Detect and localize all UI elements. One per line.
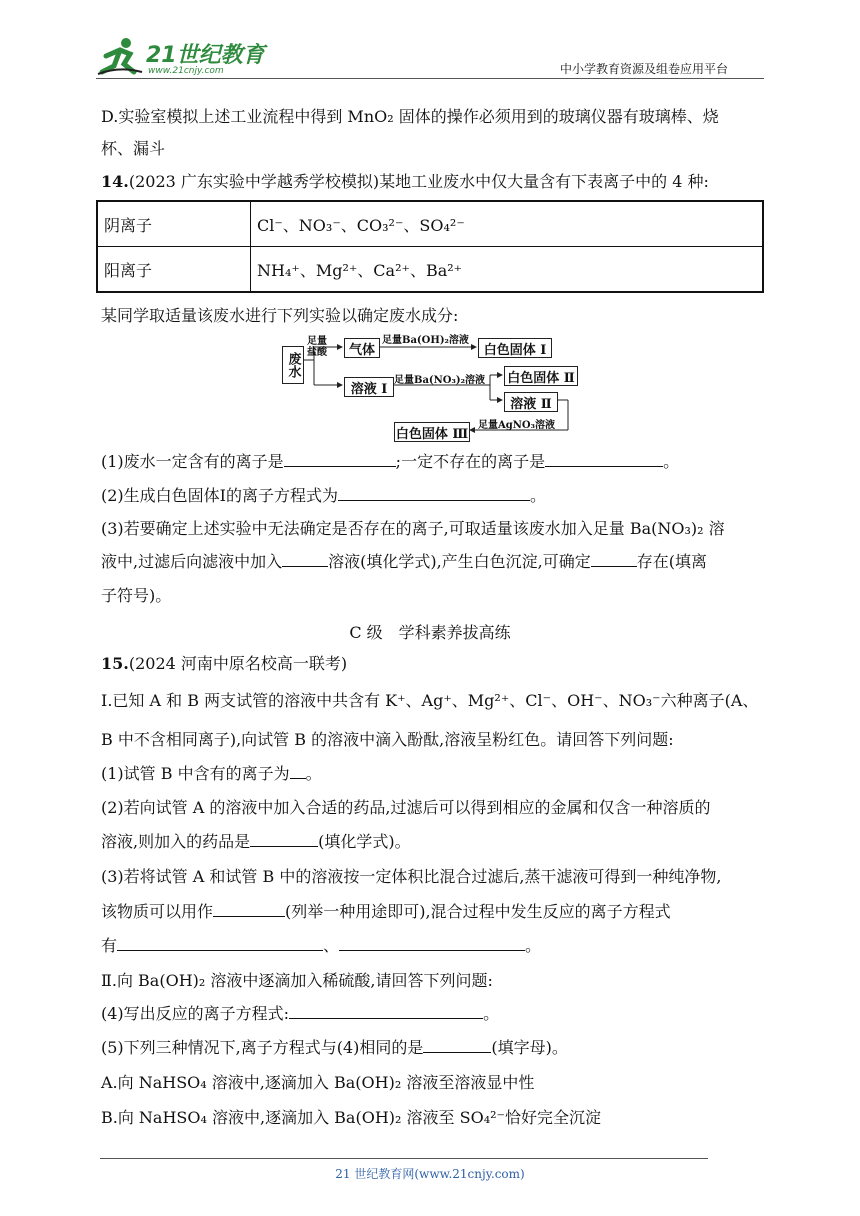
box-gas: 气体 <box>344 338 380 358</box>
q15-sub2-line1: (2)若向试管 A 的溶液中加入合适的药品,过滤后可以得到相应的金属和仅含一种溶质的 <box>101 798 711 817</box>
q14-stem <box>101 171 709 193</box>
answer-blank[interactable] <box>289 1004 483 1019</box>
box-white-solid-1: 白色固体 Ⅰ <box>478 338 552 358</box>
q15-part1-line2: B 中不含相同离子),向试管 B 的溶液中滴入酚酞,溶液呈粉红色。请回答下列问题: <box>101 730 674 749</box>
section-title: C 级 学科素养拔高练 <box>349 623 511 642</box>
q14-sub1: (1)废水一定含有的离子是 ;一定不存在的离子是 。 <box>101 452 680 471</box>
runner-logo-icon <box>96 36 144 78</box>
q15-stem: 15.(2024 河南中原名校高一联考) <box>101 654 348 673</box>
q15-sub3-line2: 该物质可以用作 (列举一种用途即可),混合过程中发生反应的离子方程式 <box>101 902 671 921</box>
q14-stem-text: (2023 广东实验中学越秀学校模拟)某地工业废水中仅大量含有下表离子中的 4 种: <box>128 172 709 191</box>
q15-option-a: A.向 NaHSO₄ 溶液中,逐滴加入 Ba(OH)₂ 溶液至溶液显中性 <box>101 1073 535 1092</box>
box-white-solid-3: 白色固体 Ⅲ <box>394 422 470 442</box>
table-cell-ions: Cl⁻、NO₃⁻、CO₃²⁻、SO₄²⁻ <box>251 201 764 247</box>
q15-number: 15. <box>101 654 129 673</box>
ion-table <box>96 200 764 293</box>
answer-blank[interactable] <box>545 452 663 467</box>
reagent-agno3: 足量AgNO₃溶液 <box>478 420 555 431</box>
reagent-bano3: 足量Ba(NO₃)₂溶液 <box>394 375 486 386</box>
box-wastewater: 废水 <box>282 346 304 384</box>
answer-blank[interactable] <box>250 832 318 847</box>
q15-sub2-line2: 溶液,则加入的药品是 (填化学式)。 <box>101 832 411 851</box>
q15-sub3-line1: (3)若将试管 A 和试管 B 中的溶液按一定体积比混合过滤后,蒸干滤液可得到一种纯净物, <box>101 867 722 886</box>
q15-option-b: B.向 NaHSO₄ 溶液中,逐滴加入 Ba(OH)₂ 溶液至 SO₄²⁻恰好完全沉淀 <box>101 1108 601 1127</box>
q14-sub3-line2: 液中,过滤后向滤液中加入 溶液(填化学式),产生白色沉淀,可确定 存在(填离 <box>101 552 708 571</box>
answer-blank[interactable] <box>117 936 323 951</box>
answer-blank[interactable] <box>591 552 637 567</box>
answer-blank[interactable] <box>339 936 525 951</box>
q15-sub3-line3: 有 、 。 <box>101 936 542 955</box>
flow-diagram <box>270 330 590 442</box>
box-white-solid-2: 白色固体 Ⅱ <box>504 366 578 386</box>
answer-blank[interactable] <box>282 552 328 567</box>
q15-sub5: (5)下列三种情况下,离子方程式与(4)相同的是 (填字母)。 <box>101 1038 568 1057</box>
box-solution-1: 溶液 Ⅰ <box>344 377 394 397</box>
answer-blank[interactable] <box>284 452 396 467</box>
table-cell-ions: NH₄⁺、Mg²⁺、Ca²⁺、Ba²⁺ <box>251 247 764 293</box>
q14-sub2: (2)生成白色固体Ⅰ的离子方程式为 。 <box>101 486 547 505</box>
q15-part1-line1: Ⅰ.已知 A 和 B 两支试管的溶液中共含有 K⁺、Ag⁺、Mg²⁺、Cl⁻、OH⁻、NO₃⁻六种离子(A、 <box>101 691 759 710</box>
box-solution-2: 溶液 Ⅱ <box>504 392 558 412</box>
q15-sub1: (1)试管 B 中含有的离子为 。 <box>101 764 322 783</box>
answer-blank[interactable] <box>290 764 306 779</box>
reagent-baoh2: 足量Ba(OH)₂溶液 <box>382 335 469 346</box>
table-row <box>97 201 763 247</box>
reagent-hcl: 足量 盐酸 <box>307 336 327 358</box>
answer-blank[interactable] <box>423 1038 491 1053</box>
answer-blank[interactable] <box>338 486 530 501</box>
logo <box>96 36 266 80</box>
logo-main-text: 21世纪教育 <box>146 43 265 68</box>
table-cell-label: 阴离子 <box>97 201 251 247</box>
q14-sub3-line3: 子符号)。 <box>101 586 172 605</box>
answer-blank[interactable] <box>213 902 285 917</box>
q13-option-d-line1: D.实验室模拟上述工业流程中得到 MnO₂ 固体的操作必须用到的玻璃仪器有玻璃棒、烧 <box>101 107 719 126</box>
header-rule <box>96 78 764 79</box>
q14-intro: 某同学取适量该废水进行下列实验以确定废水成分: <box>101 306 459 325</box>
logo-url-text: www.21cnjy.com <box>148 66 224 76</box>
q14-number: 14. <box>101 172 129 191</box>
table-cell-label: 阳离子 <box>97 247 251 293</box>
platform-name: 中小学教育资源及组卷应用平台 <box>560 62 729 76</box>
table-row <box>97 247 763 293</box>
q15-part2: Ⅱ.向 Ba(OH)₂ 溶液中逐滴加入稀硫酸,请回答下列问题: <box>101 971 493 990</box>
footer-text: 21 世纪教育网(www.21cnjy.com) <box>335 1167 525 1181</box>
q13-option-d-line2: 杯、漏斗 <box>101 139 166 158</box>
q15-sub4: (4)写出反应的离子方程式: 。 <box>101 1004 500 1023</box>
footer-rule <box>100 1158 708 1159</box>
q14-sub3-line1: (3)若要确定上述实验中无法确定是否存在的离子,可取适量该废水加入足量 Ba(NO₃)₂ 溶 <box>101 519 725 538</box>
